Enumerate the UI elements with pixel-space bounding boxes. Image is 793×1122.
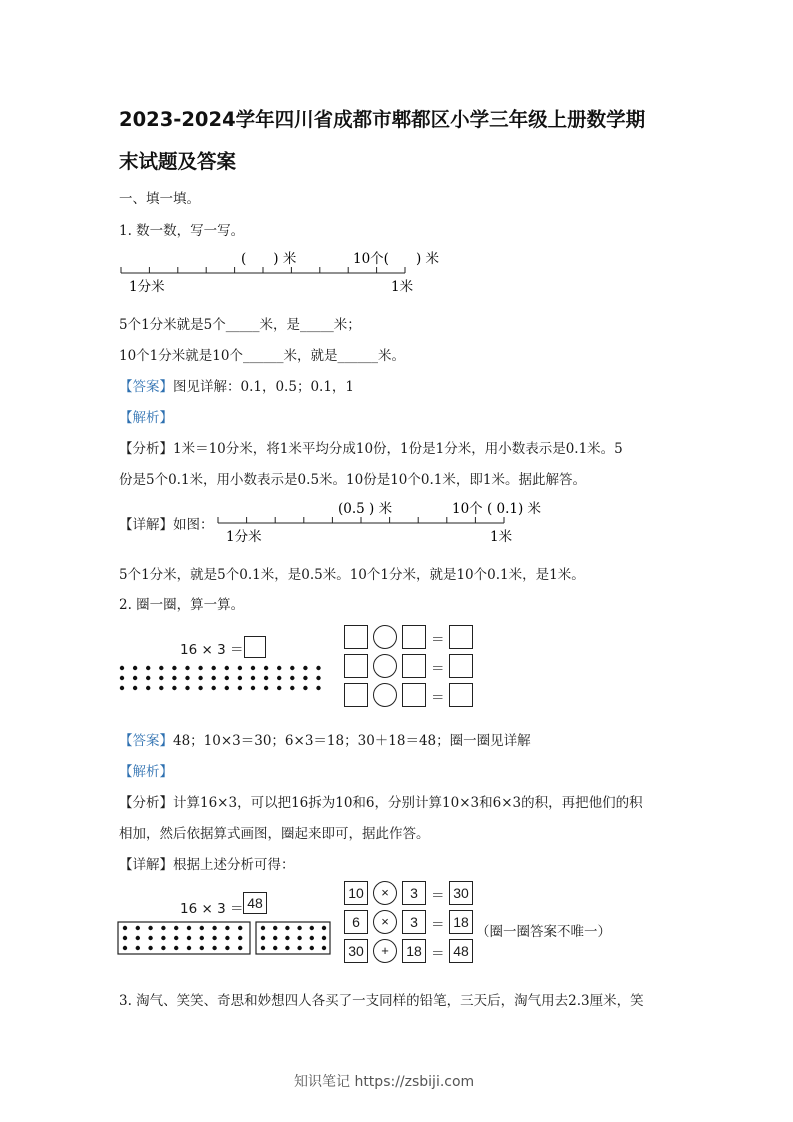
ruler-answer-svg [210, 495, 555, 547]
result-box: 48 [449, 939, 473, 963]
q2-filled-grid [343, 881, 478, 991]
operand-box: 18 [402, 939, 426, 963]
dot [146, 676, 150, 680]
dot [310, 936, 314, 940]
dot [148, 936, 152, 940]
detail-right-end: 1米 [490, 529, 513, 545]
dot [133, 676, 137, 680]
dot [251, 686, 255, 690]
dot [136, 936, 140, 940]
q1-stem: 1. 数一数，写一写。 [119, 223, 245, 239]
q2-analysis-tag: 【解析】 [119, 764, 173, 780]
dot [187, 926, 191, 930]
dot [148, 946, 152, 950]
dot [273, 936, 277, 940]
equals-sign: ＝ [431, 946, 445, 962]
dot [316, 676, 320, 680]
q2-note: （圈一圈答案不唯一） [476, 924, 611, 940]
q2-fenxi-2: 相加，然后依据算式画图，圈起来即可，据此作答。 [119, 826, 430, 842]
dot [225, 686, 229, 690]
operand-box [344, 625, 368, 649]
q2-fenxi-1 [119, 791, 643, 811]
fenxi-tag: 【分析】 [119, 441, 173, 457]
equals-sign: ＝ [431, 632, 445, 648]
dot [120, 676, 124, 680]
dot [212, 686, 216, 690]
dot [273, 926, 277, 930]
dot [264, 666, 268, 670]
dot [123, 936, 127, 940]
dot [238, 936, 242, 940]
answer-tag: 【答案】 [119, 379, 173, 395]
q2-answer [119, 729, 531, 749]
dot [310, 926, 314, 930]
operand-box: 10 [344, 881, 368, 905]
detail-text: 根据上述分析可得： [173, 857, 295, 873]
dot-array [118, 665, 330, 697]
dot [159, 676, 163, 680]
ruler-figure [115, 245, 445, 297]
q1-line-a: 5个1分米就是5个_____米，是_____米； [119, 317, 361, 333]
answer-tag: 【答案】 [119, 733, 173, 749]
dot [238, 686, 242, 690]
equals-sign: ＝ [431, 661, 445, 677]
result-box: 18 [449, 910, 473, 934]
dot [297, 946, 301, 950]
dot [174, 936, 178, 940]
dot [133, 666, 137, 670]
dot [136, 946, 140, 950]
dot [174, 946, 178, 950]
dot [261, 936, 265, 940]
q1-fenxi-2: 份是5个0.1米，用小数表示是0.5米。10份是10个0.1米，即1米。据此解答。 [119, 472, 586, 488]
dot [290, 686, 294, 690]
q1-conclusion: 5个1分米，就是5个0.1米，是0.5米。10个1分米，就是10个0.1米，是1米。 [119, 567, 585, 583]
dot [172, 686, 176, 690]
operand-box [344, 654, 368, 678]
dot [285, 946, 289, 950]
dot [161, 946, 165, 950]
dot [285, 936, 289, 940]
q2-result-box [244, 636, 266, 658]
equals-sign: ＝ [431, 888, 445, 904]
dot [277, 686, 281, 690]
dot [277, 676, 281, 680]
operator-circle: × [373, 881, 397, 905]
dot [161, 926, 165, 930]
dot [212, 936, 216, 940]
q1-answer [119, 375, 354, 395]
dot [146, 666, 150, 670]
dot [136, 926, 140, 930]
dot [297, 936, 301, 940]
dot [174, 926, 178, 930]
dot [120, 686, 124, 690]
dot [310, 946, 314, 950]
detail-label-right: 10个 ( 0.1) 米 [452, 501, 542, 517]
dot [212, 946, 216, 950]
operator-circle: × [373, 910, 397, 934]
fenxi-tag: 【分析】 [119, 795, 173, 811]
dot [148, 926, 152, 930]
dot [185, 666, 189, 670]
detail-tag: 【详解】 [119, 857, 173, 873]
dot [146, 686, 150, 690]
footer-watermark: 知识笔记 https://zsbiji.com [294, 1074, 475, 1090]
operand-box [344, 683, 368, 707]
dot [198, 686, 202, 690]
result-box [449, 625, 473, 649]
answer-text: 图见详解：0.1，0.5；0.1，1 [173, 379, 354, 395]
dot [200, 936, 204, 940]
dot [297, 926, 301, 930]
dot [316, 686, 320, 690]
section-heading: 一、填一填。 [119, 191, 200, 207]
dot [185, 676, 189, 680]
dot [225, 946, 229, 950]
detail-tag: 【详解】 [119, 517, 173, 533]
q2-detail-expr: 16 × 3 ＝ [180, 901, 244, 917]
dot [322, 926, 326, 930]
dot-array-circled-svg [117, 921, 332, 957]
ruler-left-end: 1分米 [129, 279, 165, 295]
q1-analysis-tag: 【解析】 [119, 410, 173, 426]
dot [200, 946, 204, 950]
operand-box: 30 [344, 939, 368, 963]
q1-fenxi-1 [119, 437, 623, 457]
q2-stem: 2. 圈一圈，算一算。 [119, 597, 245, 613]
dot [303, 666, 307, 670]
operator-circle: + [373, 939, 397, 963]
dot [225, 666, 229, 670]
page-title: 2023-2024学年四川省成都市郫都区小学三年级上册数学期 [119, 108, 646, 131]
dot [133, 686, 137, 690]
dot [123, 926, 127, 930]
operand-box [402, 654, 426, 678]
q2-detail [119, 853, 295, 873]
dot [172, 676, 176, 680]
ruler-label-left: ( ) 米 [241, 251, 297, 267]
operator-circle [373, 654, 397, 678]
operand-box [402, 683, 426, 707]
dot [159, 666, 163, 670]
operand-box [402, 625, 426, 649]
dot [225, 676, 229, 680]
dot [161, 936, 165, 940]
result-box: 30 [449, 881, 473, 905]
operator-circle [373, 625, 397, 649]
q2-detail-result-box: 48 [243, 892, 267, 914]
ruler-svg [115, 245, 445, 297]
q1-detail [119, 513, 214, 533]
ruler-label-right: 10个( ) 米 [353, 251, 440, 267]
dot [290, 666, 294, 670]
dot [198, 676, 202, 680]
operand-box: 3 [402, 910, 426, 934]
equals-sign: ＝ [431, 690, 445, 706]
dot [198, 666, 202, 670]
dot [187, 936, 191, 940]
dot-array-circled [117, 921, 332, 961]
dot [264, 676, 268, 680]
dot [238, 946, 242, 950]
q3-stem: 3. 淘气、笑笑、奇思和妙想四人各买了一支同样的铅笔，三天后，淘气用去2.3厘米，笑 [119, 993, 644, 1009]
dot [212, 926, 216, 930]
dot [303, 686, 307, 690]
circle-group-6 [256, 922, 330, 954]
result-box [449, 683, 473, 707]
dot [185, 686, 189, 690]
dot [225, 936, 229, 940]
dot [273, 946, 277, 950]
dot [261, 926, 265, 930]
dot [264, 686, 268, 690]
dot [303, 676, 307, 680]
dot [187, 946, 191, 950]
dot [159, 686, 163, 690]
dot [225, 926, 229, 930]
dot [277, 666, 281, 670]
dot [261, 946, 265, 950]
q1-line-b: 10个1分米就是10个______米，就是______米。 [119, 348, 405, 364]
dot [285, 926, 289, 930]
detail-label-left: (0.5 ) 米 [338, 501, 393, 517]
dot [172, 666, 176, 670]
result-box [449, 654, 473, 678]
ruler-right-end: 1米 [391, 279, 414, 295]
ruler-figure-answer [210, 495, 555, 547]
dot [238, 666, 242, 670]
dot [212, 666, 216, 670]
q2-blank-grid [343, 625, 478, 735]
dot [212, 676, 216, 680]
dot [238, 926, 242, 930]
dot [322, 946, 326, 950]
page-title-line2: 末试题及答案 [119, 150, 237, 173]
detail-left-end: 1分米 [226, 529, 262, 545]
operator-circle [373, 683, 397, 707]
dot [251, 676, 255, 680]
q2-expr: 16 × 3 ＝ [180, 642, 244, 658]
dot [322, 936, 326, 940]
answer-text: 48；10×3＝30；6×3＝18；30＋18＝48；圈一圈见详解 [173, 733, 531, 749]
dot [200, 926, 204, 930]
fenxi-text: 1米＝10分米，将1米平均分成10份，1份是1分米，用小数表示是0.1米。5 [173, 441, 623, 457]
dot [120, 666, 124, 670]
detail-prefix: 如图： [173, 517, 214, 533]
dot-array-svg [118, 665, 330, 693]
equals-sign: ＝ [431, 917, 445, 933]
fenxi-text: 计算16×3，可以把16拆为10和6，分别计算10×3和6×3的积，再把他们的积 [173, 795, 643, 811]
dot [123, 946, 127, 950]
operand-box: 3 [402, 881, 426, 905]
dot [238, 676, 242, 680]
dot [290, 676, 294, 680]
dot [251, 666, 255, 670]
operand-box: 6 [344, 910, 368, 934]
dot [316, 666, 320, 670]
